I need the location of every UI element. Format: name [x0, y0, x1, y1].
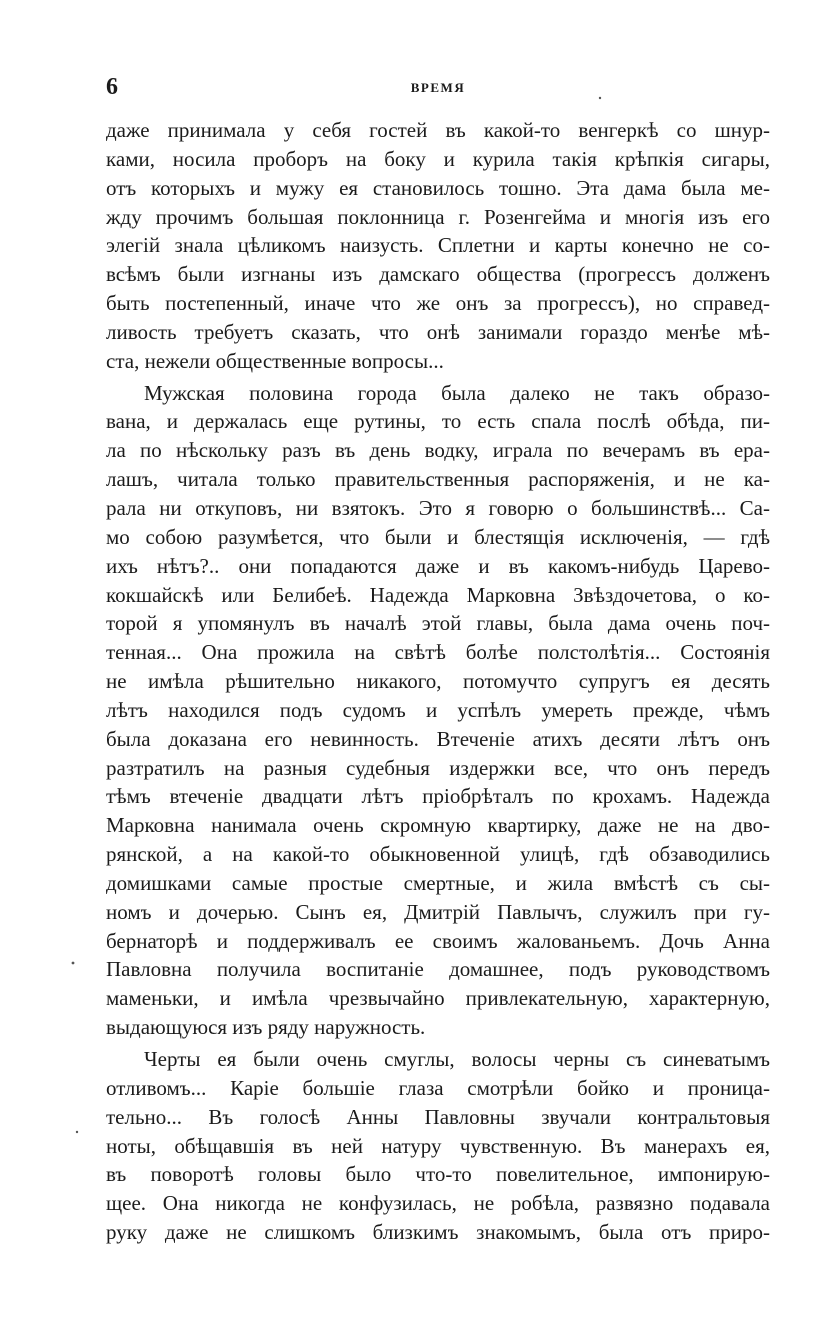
text-line: маменьки, и имѣла чрезвычайно привлекательную, характерную,	[106, 986, 770, 1011]
text-line: элегій знала цѣликомъ наизусть. Сплетни и карты конечно не со-	[106, 233, 770, 258]
ink-speck	[76, 1131, 78, 1133]
text-line: рянской, а на какой-то обыкновенной улицѣ, гдѣ обзаводились	[106, 842, 770, 867]
text-line: ла по нѣскольку разъ въ день водку, играла по вечерамъ въ ера-	[106, 438, 770, 463]
text-line: ливость требуетъ сказать, что онѣ занимали гораздо менѣе мѣ-	[106, 319, 770, 344]
text-line: номъ и дочерью. Сынъ ея, Дмитрій Павлычъ, служилъ при гу-	[106, 899, 770, 924]
ink-speck	[72, 962, 75, 965]
text-line: Мужская половина города была далеко не такъ образо-	[144, 380, 770, 405]
text-line: вана, и держалась еще рутины, то есть спала послѣ обѣда, пи-	[106, 409, 770, 434]
paragraph-3	[106, 1045, 770, 1247]
text-line: Марковна нанимала очень скромную квартирку, даже не на дво-	[106, 813, 770, 838]
body-text	[106, 116, 770, 1247]
text-line: тѣмъ втеченіе двадцати лѣтъ пріобрѣталъ по крохамъ. Надежда	[106, 784, 770, 809]
text-line: домишками самые простые смертные, и жила вмѣстѣ съ сы-	[106, 870, 770, 895]
text-line: быть постепенный, иначе что же онъ за прогрессъ), но справед-	[106, 291, 770, 316]
text-line: рала ни откуповъ, ни взятокъ. Это я говорю о большинствѣ... Са-	[106, 495, 770, 520]
text-line: тельно... Въ голосѣ Анны Павловны звучали контральтовыя	[106, 1104, 770, 1129]
text-line: не имѣла рѣшительно никакого, потомучто супругъ ея десять	[106, 669, 770, 694]
text-line: отливомъ... Каріе большіе глаза смотрѣли бойко и проница-	[106, 1075, 770, 1100]
text-line: тенная... Она прожила на свѣтѣ болѣе полстолѣтія... Состоянія	[106, 640, 770, 665]
text-line: Черты ея были очень смуглы, волосы черны съ синеватымъ	[144, 1047, 770, 1071]
text-line: кокшайскѣ или Белибеѣ. Надежда Марковна Звѣздочетова, о ко-	[106, 582, 770, 607]
paragraph-1	[106, 116, 770, 376]
text-line: разтратилъ на разныя судебныя издержки все, что онъ передъ	[106, 755, 770, 780]
text-line: выдающуюся изъ ряду наружность.	[106, 1015, 426, 1040]
text-line: ихъ нѣтъ?.. они попадаются даже и въ какомъ-нибудь Царево-	[106, 553, 770, 578]
paragraph-2	[106, 379, 770, 1042]
text-line: даже принимала у себя гостей въ какой-то венгеркѣ со шнур-	[106, 118, 770, 142]
text-line: отъ которыхъ и мужу ея становилось тошно. Эта дама была ме-	[106, 175, 770, 200]
journal-title: ВРЕМЯ	[410, 80, 466, 95]
text-line: торой я упомянулъ въ началѣ этой главы, была дама очень поч-	[106, 611, 770, 636]
text-line: Павловна получила воспитаніе домашнее, подъ руководствомъ	[106, 957, 770, 982]
text-line: лашъ, читала только правительственныя распоряженія, и не ка-	[106, 467, 770, 492]
text-line: ками, носила проборъ на боку и курила такія крѣпкія сигары,	[106, 146, 770, 171]
text-line: была доказана его невинность. Втеченіе атихъ десяти лѣтъ онъ	[106, 726, 770, 751]
page-number: 6	[106, 74, 118, 100]
running-head	[106, 72, 770, 102]
text-line: въ поворотѣ головы было что-то повелительное, импонирую-	[106, 1162, 770, 1187]
text-line: щее. Она никогда не конфузилась, не робѣла, развязно подавала	[106, 1191, 770, 1216]
text-line: всѣмъ были изгнаны изъ дамскаго общества (прогрессъ долженъ	[106, 262, 770, 287]
text-line: лѣтъ находился подъ судомъ и успѣлъ умереть прежде, чѣмъ	[106, 697, 770, 722]
text-line: ста, нежели общественные вопросы...	[106, 348, 444, 373]
text-line: бернаторѣ и поддерживалъ ее своимъ жалованьемъ. Дочь Анна	[106, 928, 770, 953]
text-line: жду прочимъ большая поклонница г. Розенгейма и многія изъ его	[106, 204, 770, 229]
text-line: мо собою разумѣется, что были и блестящія исключенія, — гдѣ	[106, 524, 770, 549]
text-line: руку даже не слишкомъ близкимъ знакомымъ, была отъ приро-	[106, 1220, 770, 1245]
text-line: ноты, обѣщавшія въ ней натуру чувственную. Въ манерахъ ея,	[106, 1133, 770, 1158]
